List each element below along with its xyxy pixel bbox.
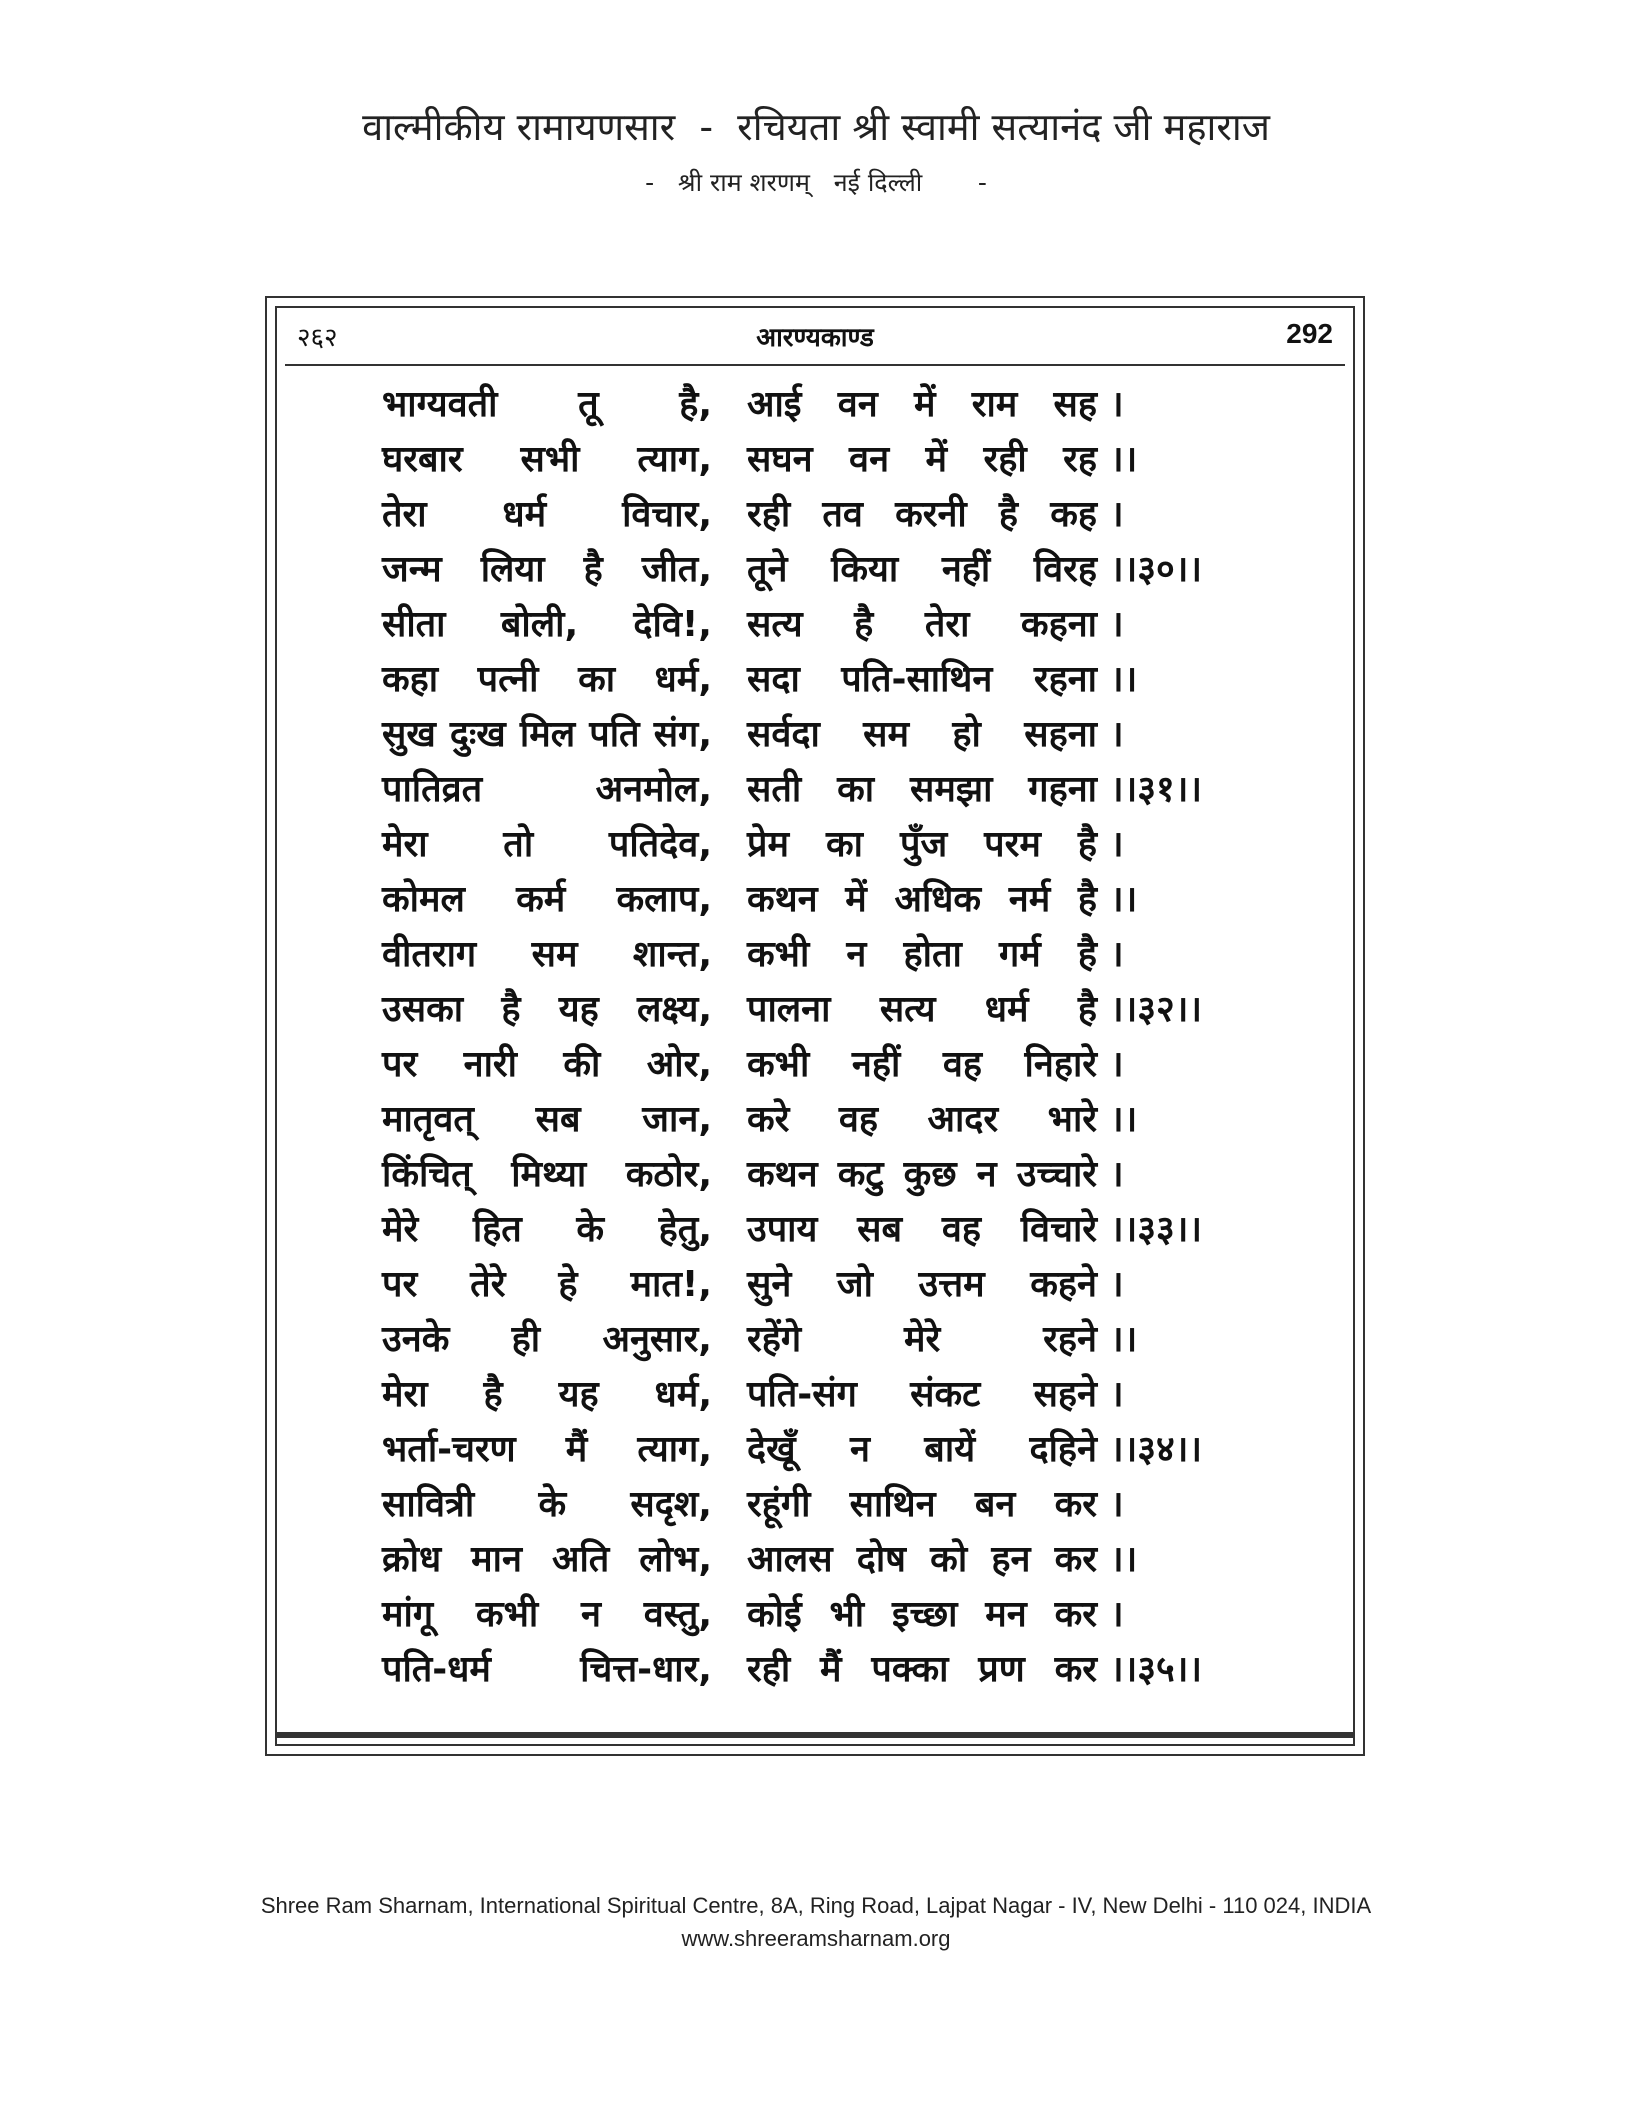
verse-line: [267, 433, 1363, 488]
verse-second-half: आई वन में राम सह: [747, 384, 1097, 425]
verse-second-half: उपाय सब वह विचारे: [747, 1209, 1097, 1250]
verse-mark: ।: [1110, 1264, 1124, 1305]
verse-first-half: पति-धर्म चित्त-धार,: [382, 1649, 712, 1690]
verse-first-half: उसका है यह लक्ष्य,: [382, 989, 712, 1030]
verse-mark: ।।३४।।: [1110, 1429, 1203, 1470]
verse-mark: ।।: [1110, 439, 1138, 480]
footer-address: Shree Ram Sharnam, International Spiritual Centre, 8A, Ring Road, Lajpat Nagar - IV, New Delhi - 110 024, INDIA: [260, 1893, 1372, 1918]
verse-first-half: किंचित् मिथ्या कठोर,: [382, 1154, 712, 1195]
verse-line: [267, 818, 1363, 873]
verse-first-half: वीतराग सम शान्त,: [382, 934, 712, 975]
verse-line: [267, 928, 1363, 983]
verse-second-half: रहूंगी साथिन बन कर: [747, 1484, 1097, 1525]
verse-mark: ।।३३।।: [1110, 1209, 1203, 1250]
verse-first-half: मेरा है यह धर्म,: [382, 1374, 712, 1415]
verse-first-half: सुख दुःख मिल पति संग,: [382, 714, 712, 755]
verse-line: [267, 653, 1363, 708]
verse-second-half: कथन में अधिक नर्म है: [747, 879, 1097, 920]
verse-first-half: कोमल कर्म कलाप,: [382, 879, 712, 920]
verse-second-half: रहेंगे मेरे रहने: [747, 1319, 1097, 1360]
verse-line: [267, 598, 1363, 653]
verse-mark: ।: [1110, 1594, 1124, 1635]
verse-line: [267, 1203, 1363, 1258]
header-divider: [285, 364, 1345, 366]
page-number: 292: [1286, 318, 1333, 349]
verse-second-half: सत्य है तेरा कहना: [747, 604, 1097, 645]
verse-second-half: प्रेम का पुँज परम है: [747, 824, 1097, 865]
verse-line: [267, 378, 1363, 433]
verse-second-half: कथन कटु कुछ न उच्चारे: [747, 1154, 1097, 1195]
verse-second-half: रही तव करनी है कह: [747, 494, 1097, 535]
verse-first-half: जन्म लिया है जीत,: [382, 549, 712, 590]
verse-line: [267, 488, 1363, 543]
verse-line: [267, 1423, 1363, 1478]
verse-first-half: कहा पत्नी का धर्म,: [382, 659, 712, 700]
verse-line: [267, 708, 1363, 763]
verse-mark: ।।: [1110, 659, 1138, 700]
verse-block: [267, 378, 1363, 1698]
verse-mark: ।।३२।।: [1110, 989, 1203, 1030]
verse-mark: ।: [1110, 1044, 1124, 1085]
verse-second-half: रही मैं पक्का प्रण कर: [747, 1649, 1097, 1690]
verse-line: [267, 763, 1363, 818]
verse-second-half: सदा पति-साथिन रहना: [747, 659, 1097, 700]
verse-second-half: आलस दोष को हन कर: [747, 1539, 1097, 1580]
verse-first-half: पर तेरे हे मात!,: [382, 1264, 712, 1305]
verse-first-half: घरबार सभी त्याग,: [382, 439, 712, 480]
verse-mark: ।: [1110, 1484, 1124, 1525]
verse-line: [267, 1038, 1363, 1093]
verse-first-half: मेरा तो पतिदेव,: [382, 824, 712, 865]
document-title: वाल्मीकीय रामायणसार - रचियता श्री स्वामी सत्यानंद जी महाराज: [362, 105, 1270, 149]
verse-mark: ।: [1110, 604, 1124, 645]
verse-first-half: सीता बोली, देवि!,: [382, 604, 712, 645]
page-header: [297, 318, 1333, 358]
verse-line: [267, 1478, 1363, 1533]
verse-first-half: सावित्री के सदृश,: [382, 1484, 712, 1525]
verse-second-half: देखूँ न बायें दहिने: [747, 1429, 1097, 1470]
verse-line: [267, 983, 1363, 1038]
verse-mark: ।।: [1110, 1099, 1138, 1140]
verse-line: [267, 543, 1363, 598]
verse-mark: ।: [1110, 1154, 1124, 1195]
verse-mark: ।।: [1110, 1539, 1138, 1580]
verse-first-half: मांगू कभी न वस्तु,: [382, 1594, 712, 1635]
verse-second-half: सुने जो उत्तम कहने: [747, 1264, 1097, 1305]
verse-second-half: सर्वदा सम हो सहना: [747, 714, 1097, 755]
verse-mark: ।।३०।।: [1110, 549, 1203, 590]
footer-website: www.shreeramsharnam.org: [681, 1926, 951, 1951]
verse-mark: ।।: [1110, 1319, 1138, 1360]
verse-line: [267, 1533, 1363, 1588]
hindi-page-number: २६२: [297, 323, 338, 353]
verse-line: [267, 1258, 1363, 1313]
frame-bottom-rule: [275, 1732, 1355, 1738]
verse-mark: ।: [1110, 714, 1124, 755]
verse-mark: ।: [1110, 384, 1124, 425]
document-subtitle: - श्री राम शरणम् नई दिल्ली -: [645, 168, 987, 197]
verse-second-half: पालना सत्य धर्म है: [747, 989, 1097, 1030]
verse-second-half: कभी न होता गर्म है: [747, 934, 1097, 975]
verse-mark: ।।३५।।: [1110, 1649, 1203, 1690]
verse-mark: ।: [1110, 494, 1124, 535]
verse-first-half: तेरा धर्म विचार,: [382, 494, 712, 535]
verse-mark: ।।३१।।: [1110, 769, 1203, 810]
verse-second-half: कभी नहीं वह निहारे: [747, 1044, 1097, 1085]
verse-first-half: भर्ता-चरण मैं त्याग,: [382, 1429, 712, 1470]
verse-second-half: तूने किया नहीं विरह: [747, 549, 1097, 590]
verse-line: [267, 1368, 1363, 1423]
verse-first-half: क्रोध मान अति लोभ,: [382, 1539, 712, 1580]
verse-line: [267, 873, 1363, 928]
verse-second-half: पति-संग संकट सहने: [747, 1374, 1097, 1415]
verse-first-half: मेरे हित के हेतु,: [382, 1209, 712, 1250]
section-title: आरण्यकाण्ड: [756, 323, 874, 353]
verse-mark: ।: [1110, 1374, 1124, 1415]
verse-line: [267, 1643, 1363, 1698]
verse-line: [267, 1093, 1363, 1148]
verse-mark: ।।: [1110, 879, 1138, 920]
verse-second-half: करे वह आदर भारे: [747, 1099, 1097, 1140]
verse-first-half: पातिव्रत अनमोल,: [382, 769, 712, 810]
verse-first-half: भाग्यवती तू है,: [382, 384, 712, 425]
verse-second-half: कोई भी इच्छा मन कर: [747, 1594, 1097, 1635]
page-frame: [265, 296, 1365, 1756]
verse-second-half: सघन वन में रही रह: [747, 439, 1097, 480]
verse-line: [267, 1588, 1363, 1643]
verse-second-half: सती का समझा गहना: [747, 769, 1097, 810]
verse-mark: ।: [1110, 824, 1124, 865]
verse-line: [267, 1148, 1363, 1203]
verse-line: [267, 1313, 1363, 1368]
verse-mark: ।: [1110, 934, 1124, 975]
verse-first-half: उनके ही अनुसार,: [382, 1319, 712, 1360]
verse-first-half: पर नारी की ओर,: [382, 1044, 712, 1085]
verse-first-half: मातृवत् सब जान,: [382, 1099, 712, 1140]
